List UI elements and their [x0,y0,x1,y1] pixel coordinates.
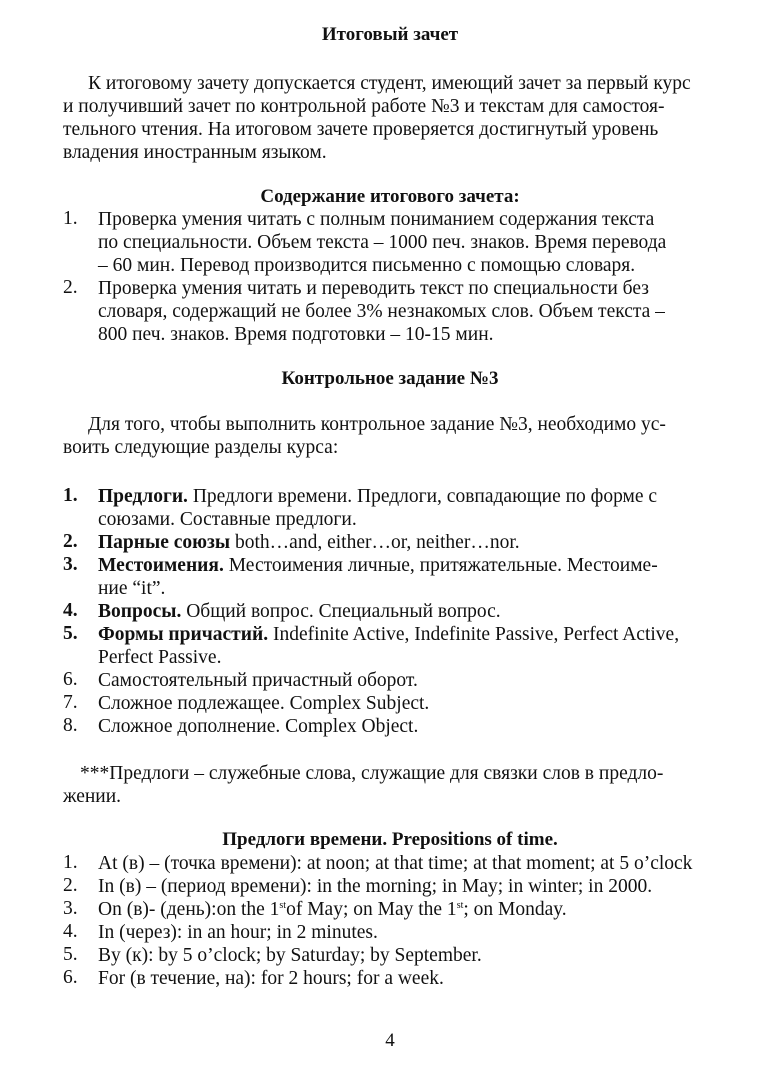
page-number: 4 [385,1030,395,1051]
list-item-heading: Парные союзы [98,532,231,553]
list-number: 2. [63,277,78,298]
paragraph-line: воить следующие разделы курса: [63,437,339,458]
paragraph-line: К итоговому зачету допускается студент, имеющий зачет за первый курс [88,73,691,94]
list-number: 3. [63,898,78,919]
list-item-text: Indefinite Active, Indefinite Passive, Perfect Active, [268,624,680,645]
superscript: st [279,900,287,911]
paragraph-line: владения иностранным языком. [63,142,327,163]
list-number: 1. [63,485,78,506]
list-number: 1. [63,852,78,873]
list-number: 1. [63,208,78,229]
list-item-text: of May; on May the 1 [286,899,457,920]
note-line: ***Предлоги – служебные слова, служащие для связки слов в предло- [80,763,664,784]
list-item-line: союзами. Составные предлоги. [98,509,357,530]
list-item-line: словаря, содержащий не более 3% незнакомых слов. Объем текста – [98,301,665,322]
list-number: 3. [63,554,78,575]
list-item-heading: Предлоги. [98,486,188,507]
paragraph-line: и получивший зачет по контрольной работе №3 и текстам для самостоя- [63,96,665,117]
list-number: 6. [63,669,78,690]
section-title-test-content: Содержание итогового зачета: [260,186,520,207]
list-item [98,623,679,646]
list-number: 4. [63,600,78,621]
list-item-line: In (в) – (период времени): in the morning; in May; in winter; in 2000. [98,876,653,897]
list-number: 8. [63,715,78,736]
list-item-line: For (в течение, на): for 2 hours; for a week. [98,968,444,989]
list-item-line: – 60 мин. Перевод производится письменно с помощью словаря. [98,255,636,276]
list-number: 2. [63,531,78,552]
list-item-text: ; on Monday. [463,899,567,920]
list-item-line: Проверка умения читать и переводить текст по специальности без [98,278,649,299]
list-item-line: Сложное дополнение. Complex Object. [98,716,419,737]
list-item-line: By (к): by 5 o’clock; by Saturday; by September. [98,945,482,966]
list-item-line: Сложное подлежащее. Complex Subject. [98,693,430,714]
list-item-text: Предлоги времени. Предлоги, совпадающие по форме с [187,486,658,507]
list-item-line: At (в) – (точка времени): at noon; at that time; at that moment; at 5 o’clock [98,853,693,874]
list-item-line: Самостоятельный причастный оборот. [98,670,418,691]
list-item-line: ние “it”. [98,578,166,599]
note-line: жении. [63,786,122,807]
list-item-text: On (в)- (день):on the 1 [98,899,280,920]
section-title-final-test: Итоговый зачет [321,24,459,45]
superscript: st [456,900,464,911]
list-item [98,600,501,623]
list-item-line: 800 печ. знаков. Время подготовки – 10-15 мин. [98,324,494,345]
list-item-heading: Вопросы. [98,601,182,622]
list-number: 7. [63,692,78,713]
section-title-prepositions-of-time: Предлоги времени. Prepositions of time. [222,829,558,850]
paragraph-line: тельного чтения. На итоговом зачете проверяется достигнутый уровень [63,119,659,140]
list-item-text: both…and, either…or, neither…nor. [230,532,520,553]
list-number: 4. [63,921,78,942]
list-item-line: Проверка умения читать с полным пониманием содержания текста [98,209,655,230]
list-item-text: Общий вопрос. Специальный вопрос. [181,601,501,622]
list-item [98,898,567,921]
list-number: 5. [63,623,78,644]
list-item-heading: Формы причастий. [98,624,269,645]
list-item-text: Местоимения личные, притяжательные. Местоиме- [223,555,658,576]
list-item [98,554,658,577]
section-title-control-task: Контрольное задание №3 [281,368,499,389]
list-item-line: по специальности. Объем текста – 1000 печ. знаков. Время перевода [98,232,667,253]
list-item-line: Perfect Passive. [98,647,222,668]
paragraph-line: Для того, чтобы выполнить контрольное задание №3, необходимо ус- [88,414,666,435]
list-item [98,485,657,508]
list-item-line: In (через): in an hour; in 2 minutes. [98,922,378,943]
list-number: 2. [63,875,78,896]
list-item [98,531,520,554]
list-item-heading: Местоимения. [98,555,224,576]
list-number: 5. [63,944,78,965]
list-number: 6. [63,967,78,988]
